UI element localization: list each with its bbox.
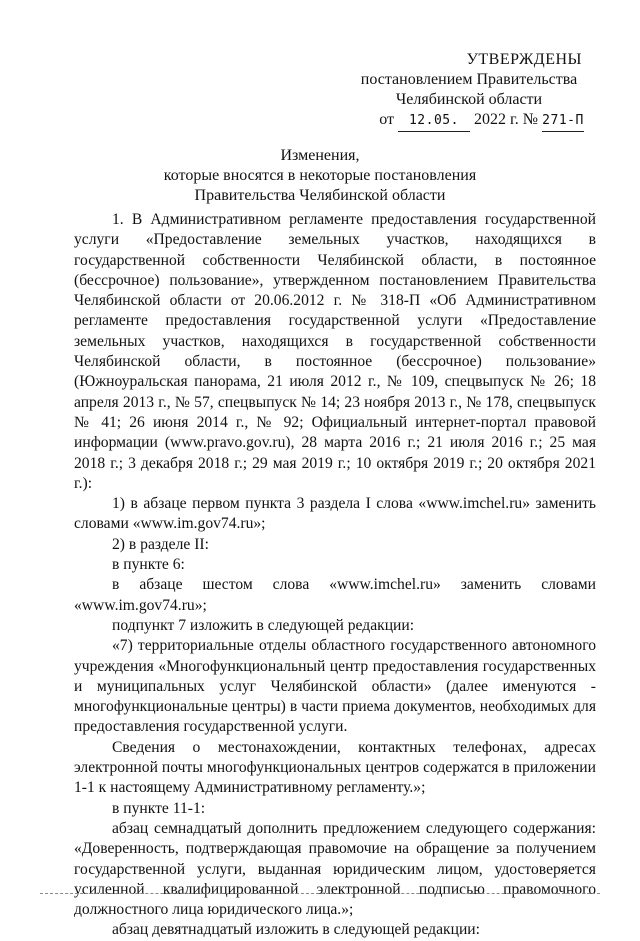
paragraph: 1. В Административном регламенте предоставления государственной услуги «Предоставление земельных участков, находящихся в государственной собственности Челябинской области, в постоянное (бессрочное) пользование», утвержденном постановлением Правительства Челябинской области от 20.06.2012 г. № 318-П «Об Административном регламенте предоставления государственной услуги «Предоставление земельных участков, находящихся в государственной собственности Челябинской области, в постоянное (бессрочное) пользование» (Южноуральская панорама, 21 июля 2012 г., № 109, спецвыпуск № 26; 18 апреля 2013 г., № 57, спецвыпуск № 14; 23 ноября 2013 г., № 178, спецвыпуск № 41; 26 июня 2014 г., № 92; Официальный интернет-портал правовой информации (www.pravo.gov.ru), 28 марта 2016 г.; 21 июля 2016 г.; 25 мая 2018 г.; 3 декабря 2018 г.; 29 мая 2019 г.; 10 октября 2019 г.; 20 октября 2021 г.): xyxy=(74,211,596,492)
approval-stamp xyxy=(354,50,584,132)
heading-line-2: которые вносятся в некоторые постановления xyxy=(163,167,477,184)
approved-date-line xyxy=(354,110,584,132)
approved-year: 2022 г. № xyxy=(473,111,538,128)
from-prefix: от xyxy=(379,111,394,128)
paragraph: в пункте 11-1: xyxy=(112,799,206,817)
approved-line-2: Челябинской области xyxy=(395,91,543,108)
heading-line-3: Правительства Челябинской области xyxy=(194,187,446,204)
heading-line-1: Изменения, xyxy=(280,147,360,164)
approved-line-1: постановлением Правительства xyxy=(360,71,578,88)
paragraph: Сведения о местонахождении, контактных телефонах, адресах электронной почты многофункциональных центров содержатся в приложении 1-1 к настоящему Административному регламенту.»; xyxy=(74,738,596,797)
page-bottom-edge xyxy=(40,893,600,894)
approved-title: УТВЕРЖДЕНЫ xyxy=(466,51,582,68)
paragraph: в пункте 6: xyxy=(112,556,185,574)
approved-date: 12.05. xyxy=(398,111,470,132)
document-heading xyxy=(0,146,640,206)
paragraph: в абзаце шестом слова «www.imchel.ru» заменить словами «www.im.gov74.ru»; xyxy=(74,576,596,614)
paragraph: подпункт 7 изложить в следующей редакции: xyxy=(112,616,415,634)
approved-number: 271-П xyxy=(542,111,584,132)
paragraph: 1) в абзаце первом пункта 3 раздела I слова «www.imchel.ru» заменить словами «www.im.gov74.ru»; xyxy=(74,495,596,533)
paragraph: 2) в разделе II: xyxy=(112,535,209,553)
paragraph: «7) территориальные отделы областного государственного автономного учреждения «Многофункциональный центр предоставления государственных и муниципальных услуг Челябинской области» (далее именуются - многофункциональные центры) в части приема документов, необходимых для предоставления государственной услуги. xyxy=(74,637,596,736)
document-body xyxy=(74,210,596,941)
paragraph: абзац семнадцатый дополнить предложением следующего содержания: «Доверенность, подтверждающая правомочие на обращение за получением государственной услуги, выданная юридическим лицом, удостоверяется усиленной квалифицированной электронной подписью правомочного должностного лица юридического лица.»; xyxy=(74,819,596,919)
paragraph: абзац девятнадцатый изложить в следующей редакции: xyxy=(112,921,480,939)
